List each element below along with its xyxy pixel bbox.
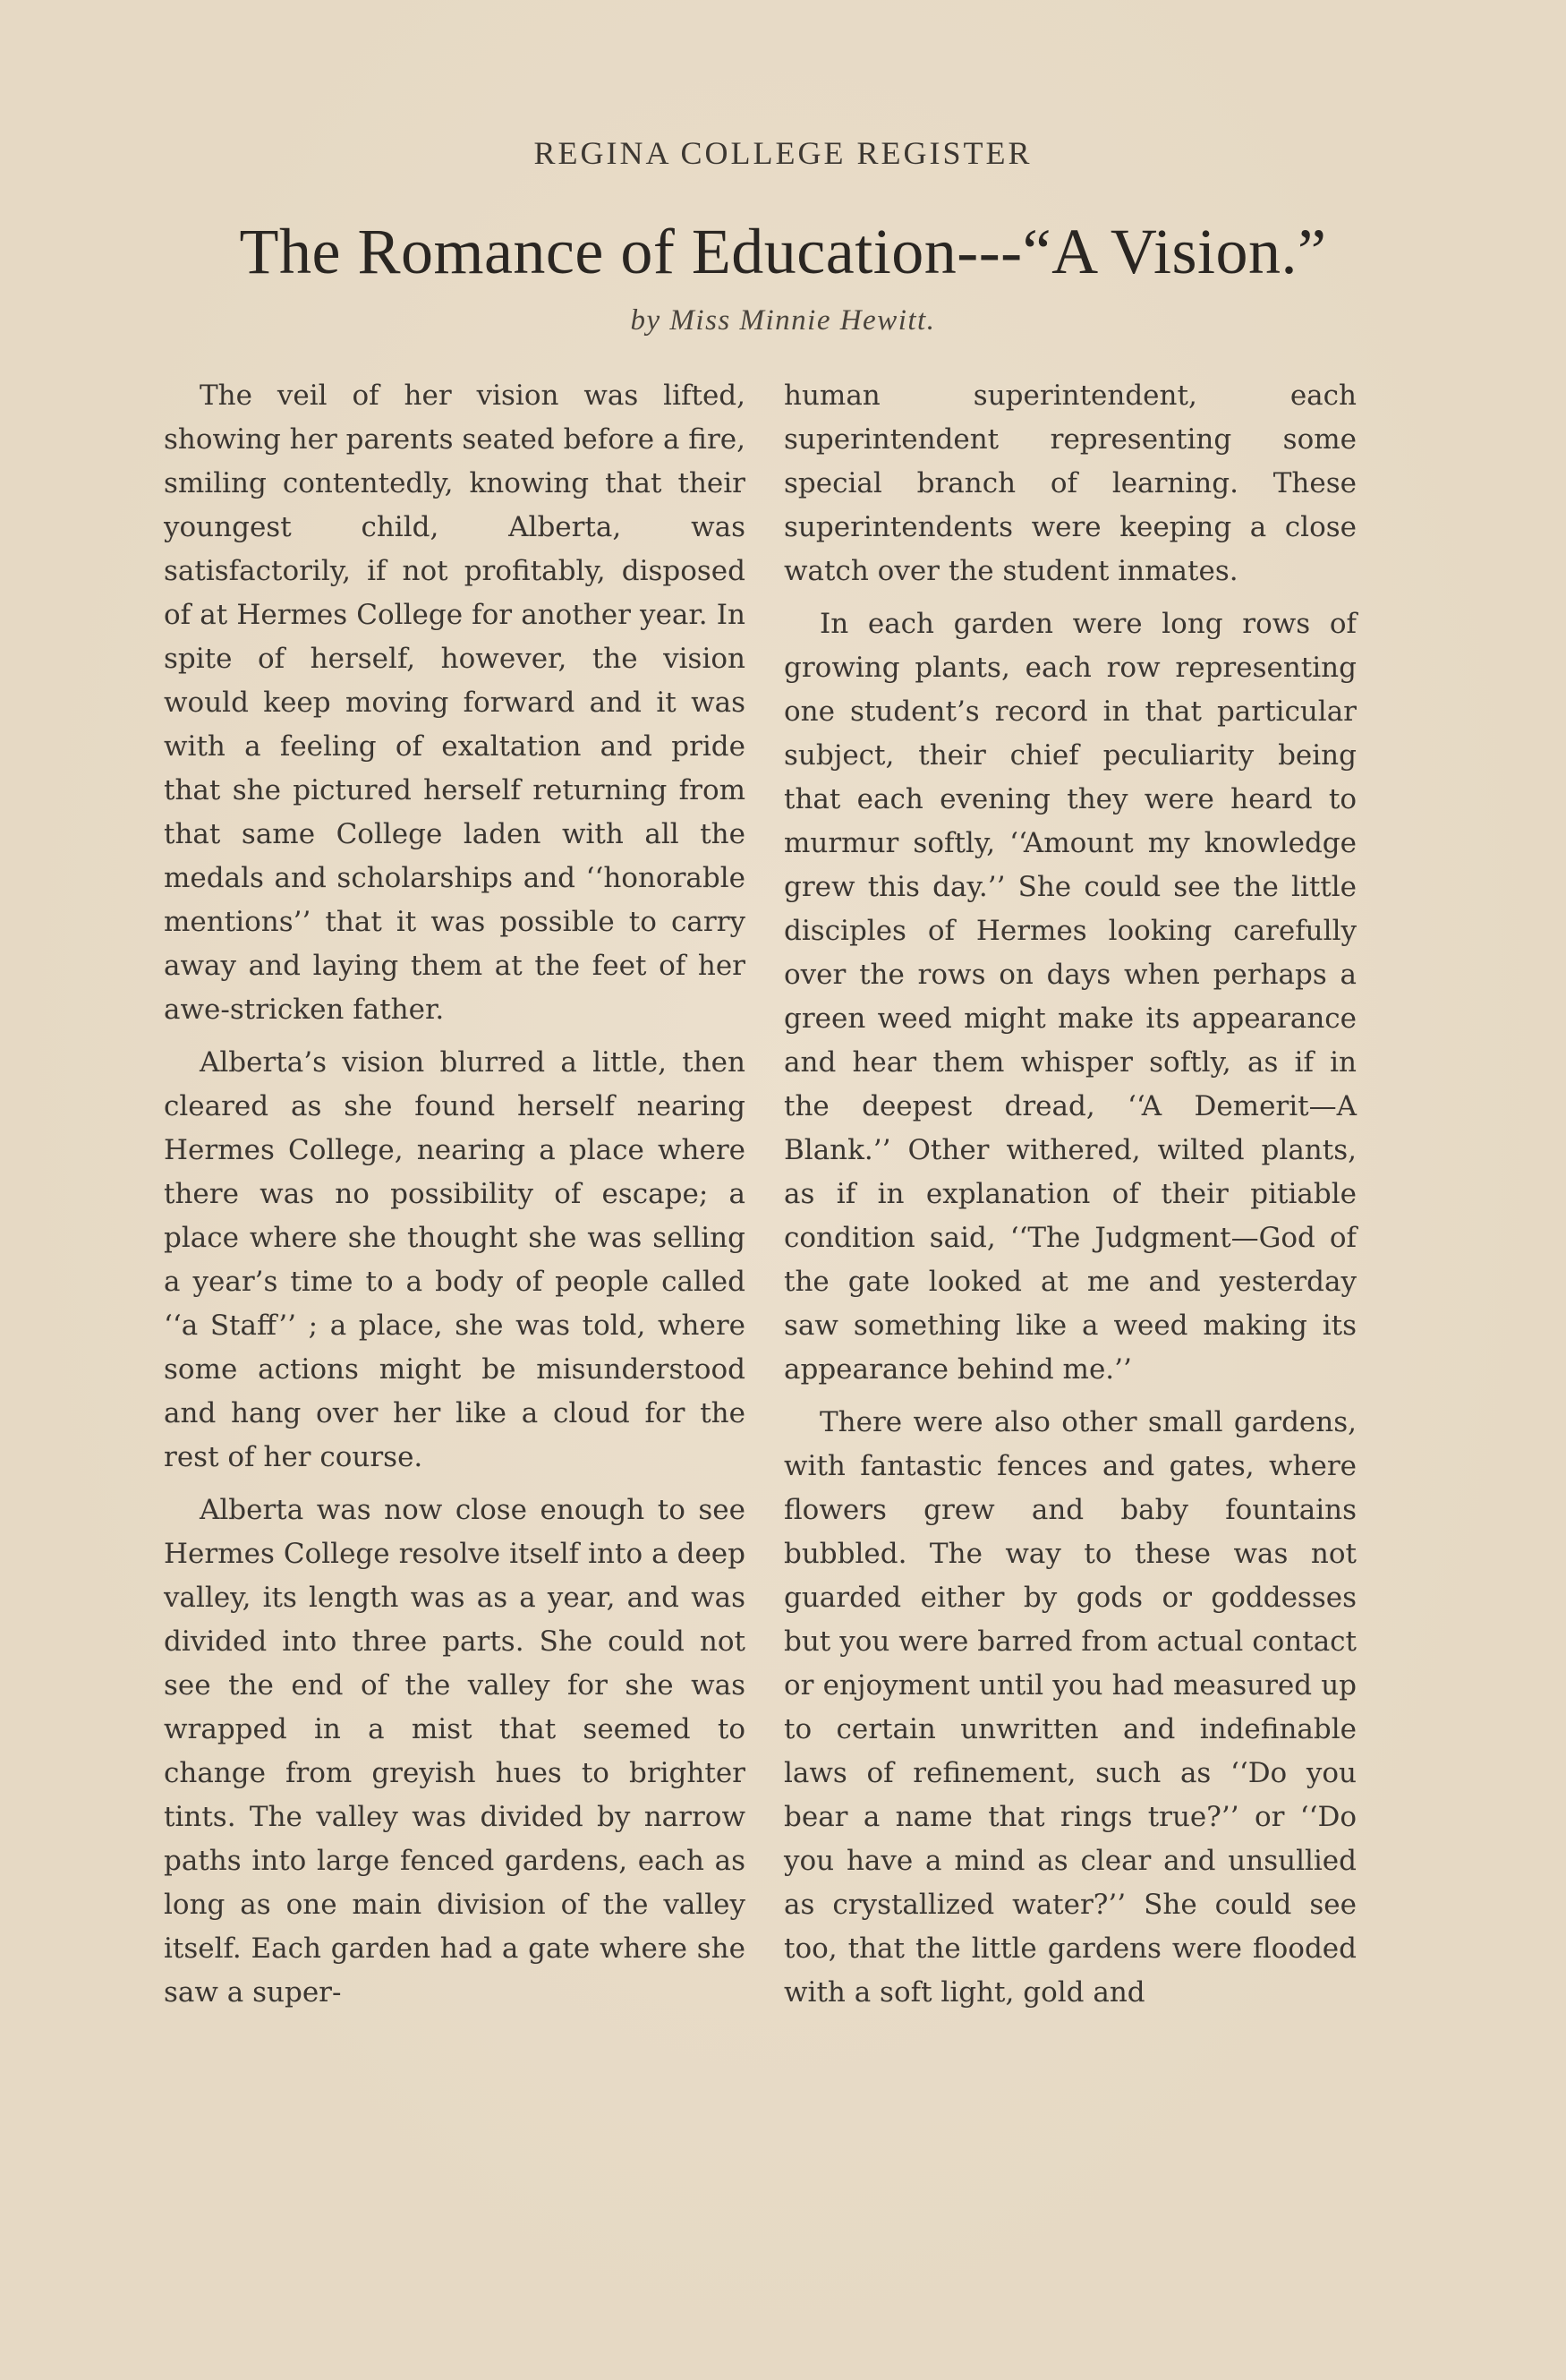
paragraph: The veil of her vision was lifted, showing her parents seated before a fire, smiling contentedly, knowing that their youngest child, Alberta, was satisfactorily, if not profitably, disposed of at Hermes College for another year. In spite of herself, however, the vision would keep moving forward and it was with a feeling of exaltation and pride that she pictured herself returning from that same College laden with all the medals and scholarships and ‘‘honorable mentions’’ that it was possible to carry away and laying them at the feet of her awe-stricken father. [164,380,745,1026]
left-column [164,374,745,2024]
paragraph: Alberta’s vision blurred a little, then cleared as she found herself nearing Hermes College, nearing a place where there was no possibility of escape; a place where she thought she was selling a year’s time to a body of people called ‘‘a Staff’’ ; a place, she was told, where some actions might be misunderstood and hang over her like a cloud for the rest of her course. [164,1046,745,1473]
right-column [784,374,1357,2024]
article-byline: by Miss Minnie Hewitt. [630,304,936,337]
paragraph: There were also other small gardens, with fantastic fences and gates, where flowers grew and baby fountains bubbled. The way to these was not guarded either by gods or goddesses but you were barred from actual contact or enjoyment until you had measured up to certain unwritten and indefinable laws of refinement, such as ‘‘Do you bear a name that rings true?’’ or ‘‘Do you have a mind as clear and unsullied as crystallized water?’’ She could see too, that the little gardens were flooded with a soft light, gold and [784,1406,1357,2009]
article-title: The Romance of Education---“A Vision.” [239,216,1327,287]
paragraph: In each garden were long rows of growing plants, each row representing one student’s record in that particular subject, their chief peculiarity being that each evening they were heard to murmur softly, ‘‘Amount my knowledge grew this day.’’ She could see the little disciples of Hermes looking carefully over the rows on days when perhaps a green weed might make its appearance and hear them whisper softly, as if in the deepest dread, ‘‘A Demerit—A Blank.’’ Other withered, wilted plants, as if in explanation of their pitiable condition said, ‘‘The Judgment—God of the gate looked at me and yesterday saw something like a weed making its appearance behind me.’’ [784,608,1357,1386]
running-head: REGINA COLLEGE REGISTER [533,135,1033,171]
paragraph: human superintendent, each superintendent representing some special branch of learning. These superintendents were keeping a close watch over the student inmates. [784,380,1357,587]
paragraph: Alberta was now close enough to see Hermes College resolve itself into a deep valley, its length was as a year, and was divided into three parts. She could not see the end of the valley for she was wrapped in a mist that seemed to change from greyish hues to brighter tints. The valley was divided by narrow paths into large fenced gardens, each as long as one main division of the valley itself. Each garden had a gate where she saw a super- [164,1494,745,2009]
